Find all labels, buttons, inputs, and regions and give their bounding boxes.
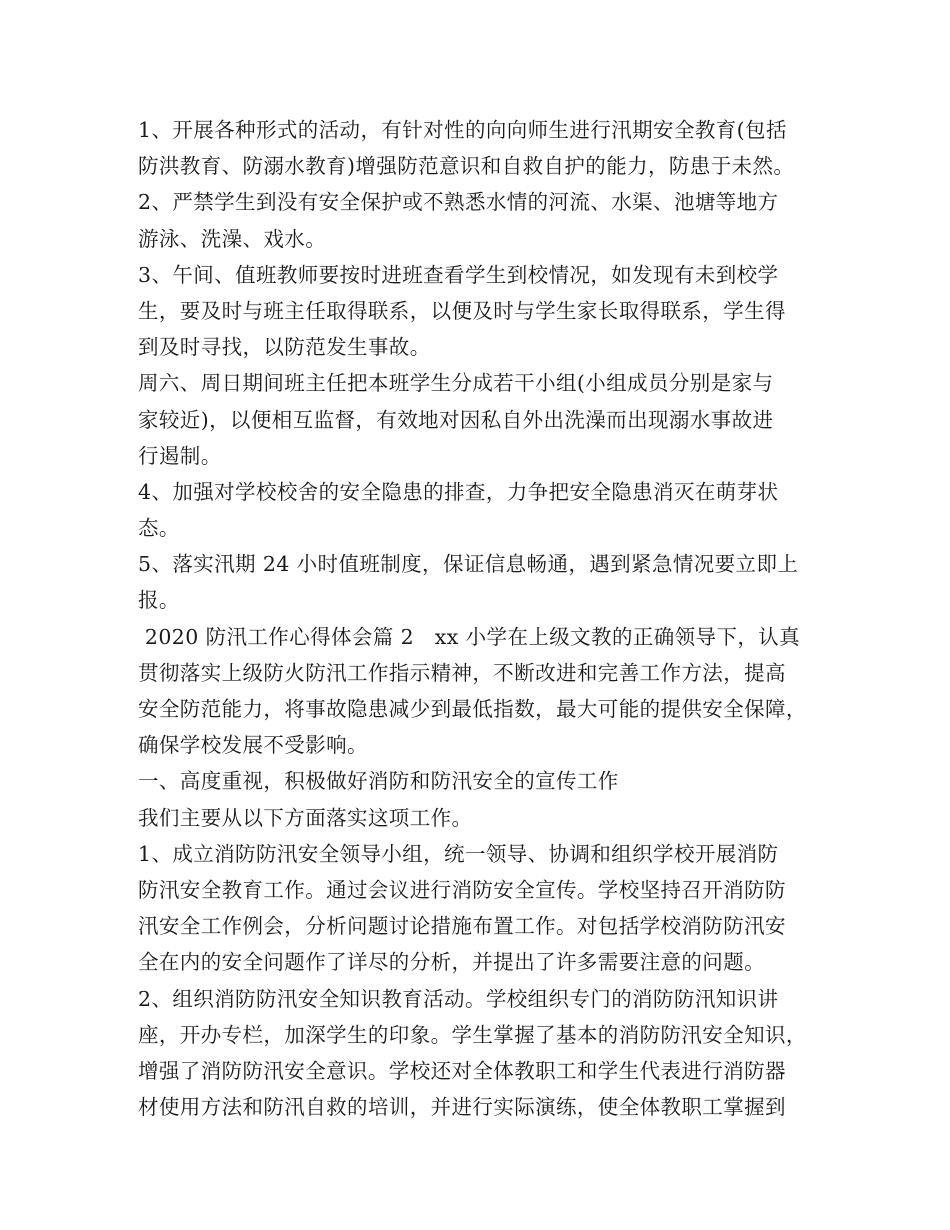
text-line: 增强了消防防汛安全意识。学校还对全体教职工和学生代表进行消防器 (138, 1058, 786, 1083)
text-line: 1、开展各种形式的活动，有针对性的向向师生进行汛期安全教育(包括 (138, 118, 787, 142)
text-line: 生，要及时与班主任取得联系，以便及时与学生家长取得联系，学生得 (138, 298, 786, 323)
text-line: 2、严禁学生到没有安全保护或不熟悉水情的河流、水渠、池塘等地方 (138, 190, 779, 215)
text-line: 5、落实汛期 24 小时值班制度，保证信息畅通，遇到紧急情况要立即上 (138, 552, 799, 577)
text-line: 防汛安全教育工作。通过会议进行消防安全宣传。学校坚持召开消防防 (138, 877, 786, 902)
text-line: 汛安全工作例会，分析问题讨论措施布置工作。对包括学校消防防汛安 (138, 914, 786, 939)
text-line: 报。 (138, 588, 180, 613)
text-line: 安全防范能力，将事故隐患减少到最低指数，最大可能的提供安全保障， (138, 697, 807, 721)
text-line: 一、高度重视，积极做好消防和防汛安全的宣传工作 (138, 769, 619, 794)
text-line: 态。 (138, 516, 180, 541)
text-line: 全在内的安全问题作了详尽的分析，并提出了许多需要注意的问题。 (138, 950, 765, 975)
document-body (138, 112, 828, 1125)
text-line: 2、组织消防防汛安全知识教育活动。学校组织专门的消防防汛知识讲 (138, 986, 779, 1011)
text-line: 贯彻落实上级防火防汛工作指示精神，不断改进和完善工作方法，提高 (138, 660, 786, 685)
text-line: 材使用方法和防汛自救的培训，并进行实际演练，使全体教职工掌握到 (138, 1095, 786, 1120)
text-line: 确保学校发展不受影响。 (138, 733, 368, 758)
text-line: 行遏制。 (138, 443, 222, 468)
text-line: 我们主要从以下方面落实这项工作。 (138, 805, 473, 830)
text-line: 游泳、洗澡、戏水。 (138, 226, 327, 251)
text-line: 到及时寻找，以防范发生事故。 (138, 335, 431, 360)
text-line: 1、成立消防防汛安全领导小组，统一领导、协调和组织学校开展消防 (138, 841, 779, 866)
text-line: 2020 防汛工作心得体会篇 2 xx 小学在上级文教的正确领导下，认真 (138, 624, 801, 649)
text-line: 4、加强对学校校舍的安全隐患的排查，力争把安全隐患消灭在萌芽状 (138, 479, 779, 504)
text-line: 防洪教育、防溺水教育)增强防范意识和自救自护的能力，防患于未然。 (138, 154, 795, 179)
text-line: 座，开办专栏，加深学生的印象。学生掌握了基本的消防防汛安全知识， (138, 1022, 807, 1047)
text-line: 周六、周日期间班主任把本班学生分成若干小组(小组成员分别是家与 (138, 371, 774, 396)
text-line: 3、午间、值班教师要按时进班查看学生到校情况，如发现有未到校学 (138, 262, 779, 287)
text-line: 家较近)，以便相互监督，有效地对因私自外出洗澡而出现溺水事故进 (138, 407, 774, 432)
